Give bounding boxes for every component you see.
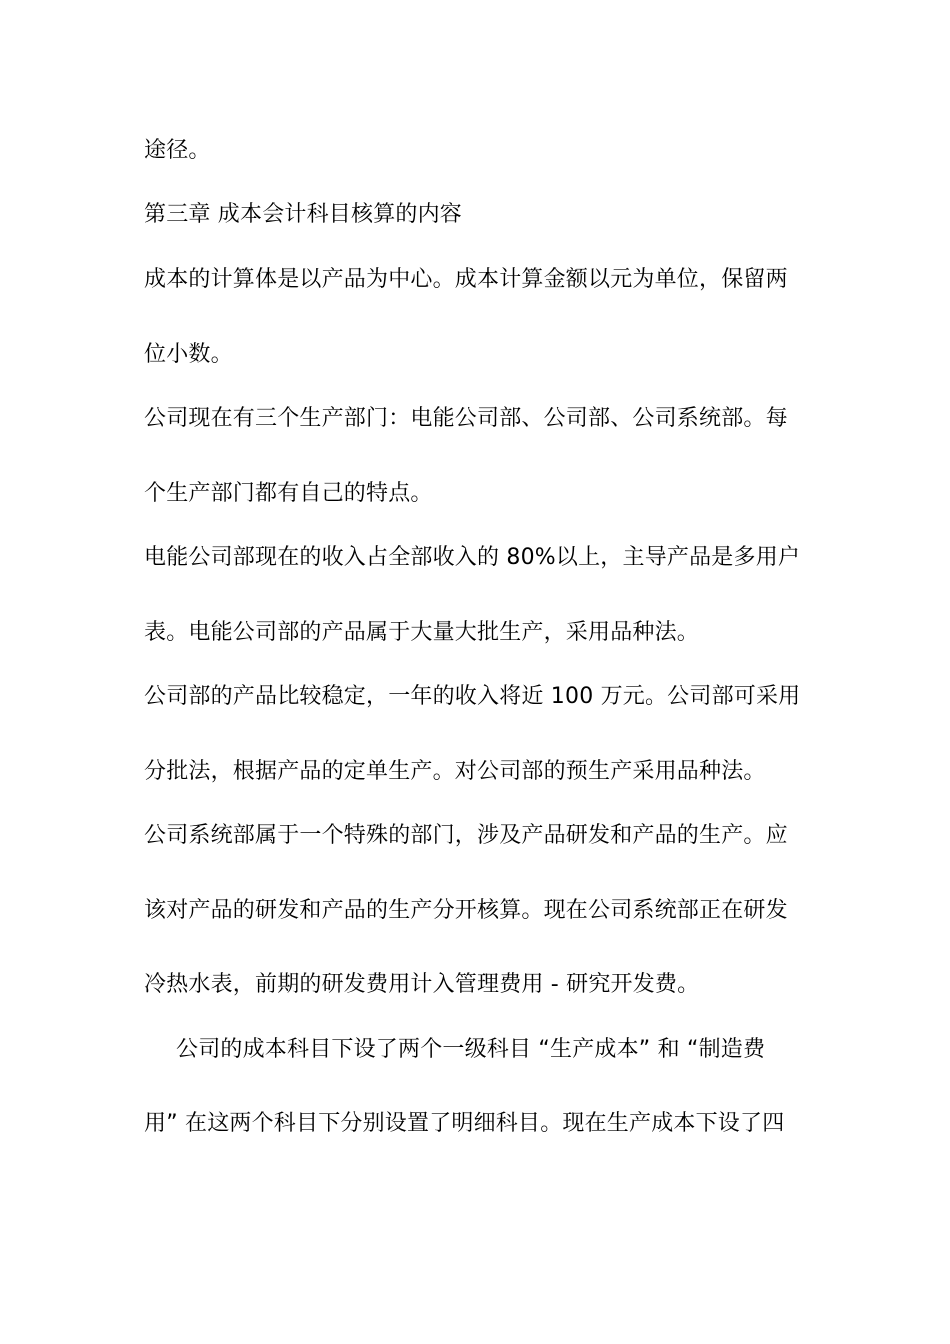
text-line: 途径。 <box>144 138 211 163</box>
text-line: 个生产部门都有自己的特点。 <box>144 481 433 506</box>
text-line: 该对产品的研发和产品的生产分开核算。现在公司系统部正在研发 <box>144 898 788 923</box>
text-line: 位小数。 <box>144 342 233 367</box>
text-line: 公司系统部属于一个特殊的部门，涉及产品研发和产品的生产。应 <box>144 823 788 848</box>
text-line: 分批法，根据产品的定单生产。对公司部的预生产采用品种法。 <box>144 759 766 784</box>
text-line: 公司现在有三个生产部门：电能公司部、公司部、公司系统部。每 <box>144 406 788 431</box>
text-line: 用” 在这两个科目下分别设置了明细科目。现在生产成本下设了四 <box>144 1111 785 1136</box>
text-line: 电能公司部现在的收入占全部收入的 80%以上，主导产品是多用户 <box>144 545 801 570</box>
chapter-heading: 第三章 成本会计科目核算的内容 <box>144 202 462 227</box>
text-line: 表。电能公司部的产品属于大量大批生产，采用品种法。 <box>144 620 700 645</box>
text-line: 公司部的产品比较稳定，一年的收入将近 100 万元。公司部可采用 <box>144 684 801 709</box>
text-line: 成本的计算体是以产品为中心。成本计算金额以元为单位，保留两 <box>144 267 788 292</box>
text-line: 冷热水表，前期的研发费用计入管理费用 - 研究开发费。 <box>144 972 700 997</box>
text-line: 公司的成本科目下设了两个一级科目 “生产成本” 和 “制造费 <box>176 1037 766 1062</box>
